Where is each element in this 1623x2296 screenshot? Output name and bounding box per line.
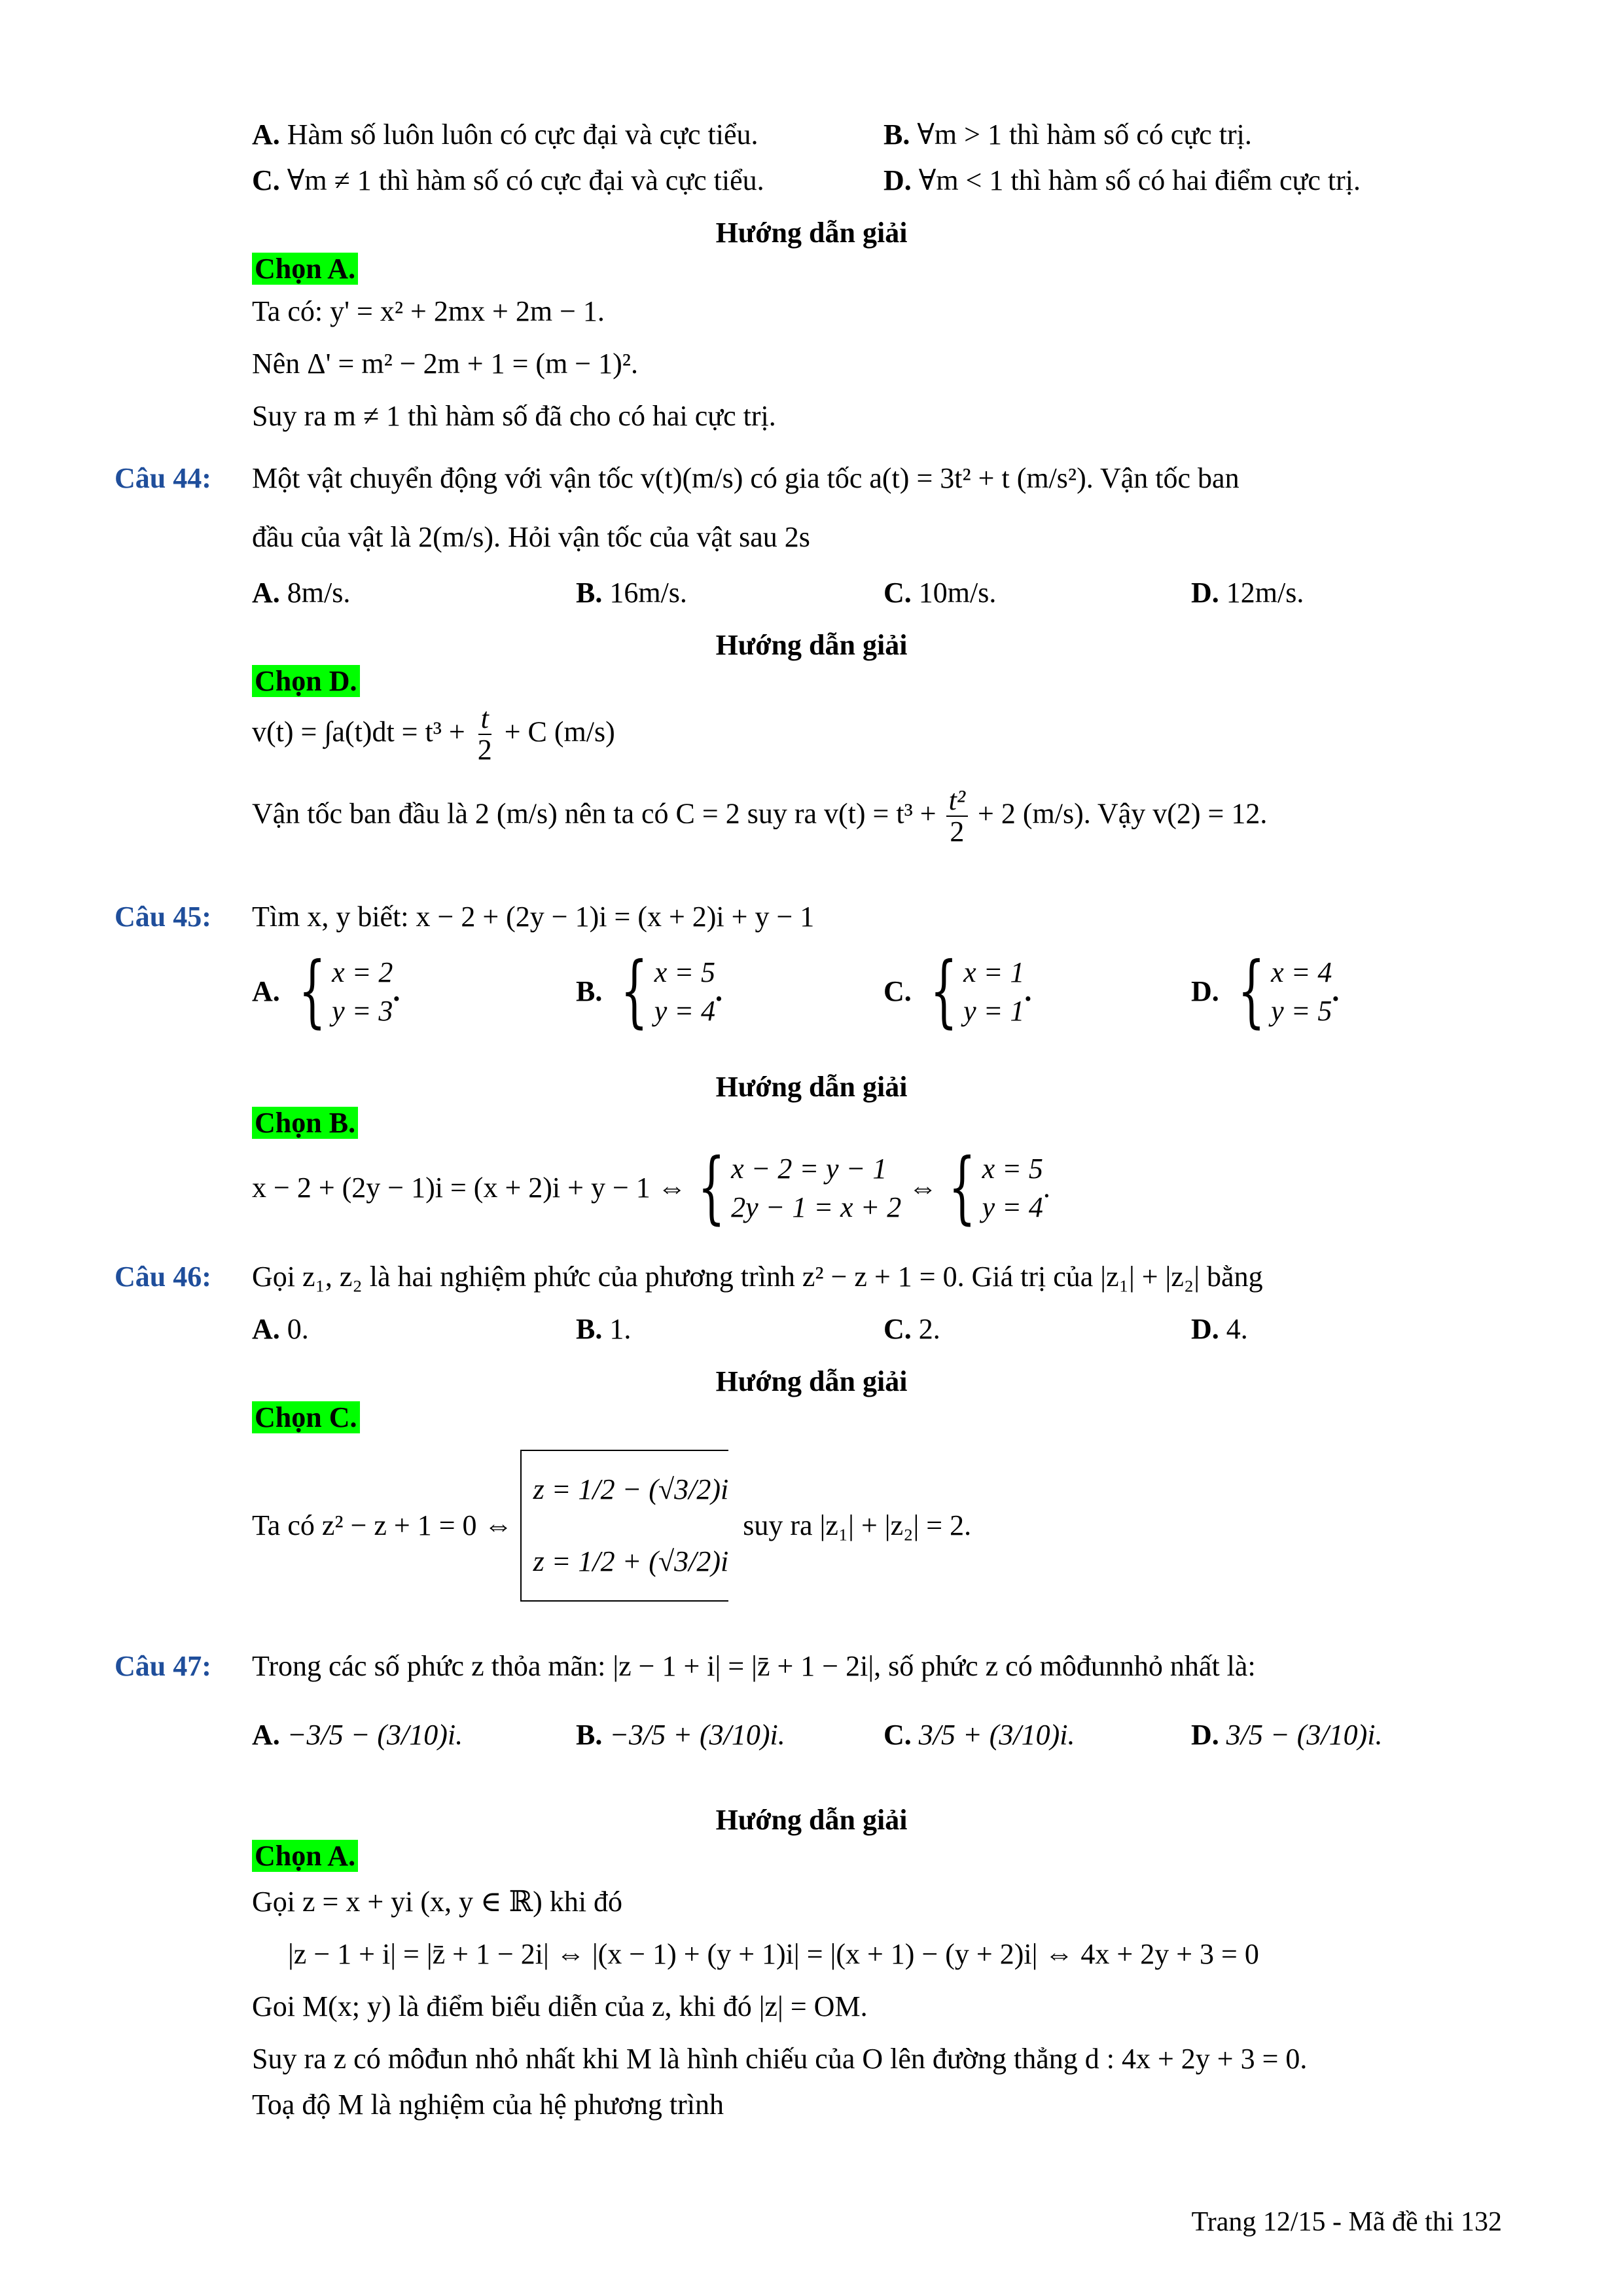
left-brace: { [697, 1142, 725, 1233]
q43-guide-heading: Hướng dẫn giải [715, 217, 908, 249]
q45-solution: x − 2 + (2y − 1)i = (x + 2)i + y − 1 ⇔ { x − 2 = y − 1 2y − 1 = x + 2 ⇔ { x = 5 y = 4 . [252, 1142, 1050, 1233]
q47-solution-line-3: Goi M(x; y) là điểm biểu diễn của z, khi đó |z| = OM. [252, 1990, 868, 2022]
q44-guide-heading: Hướng dẫn giải [715, 629, 908, 661]
q43-choice: Chọn A. [252, 252, 358, 287]
q46-option-c: C. 2. [883, 1313, 940, 1345]
q47-option-c: C. 3/5 + (3/10)i. [883, 1719, 1075, 1751]
q45-text: Tìm x, y biết: x − 2 + (2y − 1)i = (x + 2)i + y − 1 [252, 901, 815, 933]
q44-text-line-1: Một vật chuyển động với vận tốc v(t)(m/s) có gia tốc a(t) = 3t² + t (m/s²). Vận tốc ban [252, 462, 1240, 494]
fraction-t-over-2: $\frac{t}{2}$ [477, 702, 492, 766]
root-bracket: z = 1/2 − (√3/2)i z = 1/2 + (√3/2)i [520, 1450, 729, 1602]
q43-solution-line-1: Ta có: y' = x² + 2mx + 2m − 1. [252, 295, 605, 327]
q46-option-b: B. 1. [576, 1313, 632, 1345]
q47-solution-line-1: Gọi z = x + yi (x, y ∈ ℝ) khi đó [252, 1886, 623, 1918]
q43-solution-line-3: Suy ra m ≠ 1 thì hàm số đã cho có hai cực trị. [252, 400, 776, 432]
q44-label: Câu 44: [115, 462, 211, 494]
q45-option-c: C. { x = 1 y = 1 . [883, 946, 1032, 1037]
q45-option-a: A. { x = 2 y = 3 . [252, 946, 401, 1037]
left-brace: { [1237, 946, 1265, 1037]
q44-option-c: C. 10m/s. [883, 577, 997, 609]
page-footer: Trang 12/15 - Mã đề thi 132 [1191, 2207, 1502, 2237]
q45-option-b: B. { x = 5 y = 4 . [576, 946, 722, 1037]
q47-choice: Chọn A. [252, 1839, 358, 1874]
q47-option-d: D. 3/5 − (3/10)i. [1191, 1719, 1383, 1751]
q46-text: Gọi z₁, z₂ là hai nghiệm phức của phương trình z² − z + 1 = 0. Giá trị của |z₁| + |z₂| bằng [252, 1261, 1263, 1293]
q45-choice: Chọn B. [252, 1106, 358, 1141]
fraction-t2-over-2: $\frac{\text{t²}}{2}$ [946, 785, 968, 847]
q47-label: Câu 47: [115, 1650, 211, 1682]
q44-solution-line-2: Vận tốc ban đầu là 2 (m/s) nên ta có C = 2 suy ra v(t) = t³ + $\frac{\text{t²}}{2}$ + 2 (m/s). Vậy v(2) = 12. [252, 784, 1268, 848]
q47-option-b: B. −3/5 + (3/10)i. [576, 1719, 785, 1751]
q47-solution-line-2: |z − 1 + i| = |z̄ + 1 − 2i| ⇔ |(x − 1) + (y + 1)i| = |(x + 1) − (y + 2)i| ⇔ 4x + 2y + 3 = 0 [288, 1938, 1259, 1970]
left-brace: { [298, 946, 326, 1037]
left-brace: { [929, 946, 957, 1037]
q43-option-d: D. ∀m < 1 thì hàm số có hai điểm cực trị. [883, 164, 1361, 196]
q43-option-b: B. ∀m > 1 thì hàm số có cực trị. [883, 118, 1252, 151]
q47-option-a: A. −3/5 − (3/10)i. [252, 1719, 463, 1751]
q46-solution: Ta có z² − z + 1 = 0 ⇔ z = 1/2 − (√3/2)i z = 1/2 + (√3/2)i suy ra |z₁| + |z₂| = 2. [252, 1450, 971, 1602]
q46-guide-heading: Hướng dẫn giải [715, 1365, 908, 1397]
q46-choice: Chọn C. [252, 1401, 360, 1435]
q44-text-line-2: đầu của vật là 2(m/s). Hỏi vận tốc của vật sau 2s [252, 521, 810, 553]
q44-choice: Chọn D. [252, 664, 360, 699]
q45-label: Câu 45: [115, 901, 211, 933]
q46-option-d: D. 4. [1191, 1313, 1248, 1345]
left-brace: { [620, 946, 649, 1037]
q44-option-a: A. 8m/s. [252, 577, 351, 609]
q47-guide-heading: Hướng dẫn giải [715, 1804, 908, 1836]
q44-solution-line-1: v(t) = ∫a(t)dt = t³ + $\frac{t}{2}$ + C (m/s) [252, 702, 615, 766]
q44-option-b: B. 16m/s. [576, 577, 687, 609]
q47-solution-line-4: Suy ra z có môđun nhỏ nhất khi M là hình chiếu của O lên đường thẳng d : 4x + 2y + 3 = 0. [252, 2043, 1308, 2075]
q44-option-d: D. 12m/s. [1191, 577, 1304, 609]
q45-option-d: D. { x = 4 y = 5 . [1191, 946, 1340, 1037]
q46-option-a: A. 0. [252, 1313, 309, 1345]
q47-solution-line-5: Toạ độ M là nghiệm của hệ phương trình [252, 2089, 724, 2121]
q43-solution-line-2: Nên Δ' = m² − 2m + 1 = (m − 1)². [252, 348, 638, 380]
q47-text: Trong các số phức z thỏa mãn: |z − 1 + i| = |z̄ + 1 − 2i|, số phức z có môđunnhỏ nhất là: [252, 1650, 1256, 1682]
q43-option-c: C. ∀m ≠ 1 thì hàm số có cực đại và cực tiểu. [252, 164, 764, 196]
q46-label: Câu 46: [115, 1261, 211, 1293]
q45-guide-heading: Hướng dẫn giải [715, 1071, 908, 1103]
q43-option-a: A. Hàm số luôn luôn có cực đại và cực tiểu. [252, 118, 758, 151]
left-brace: { [948, 1142, 976, 1233]
